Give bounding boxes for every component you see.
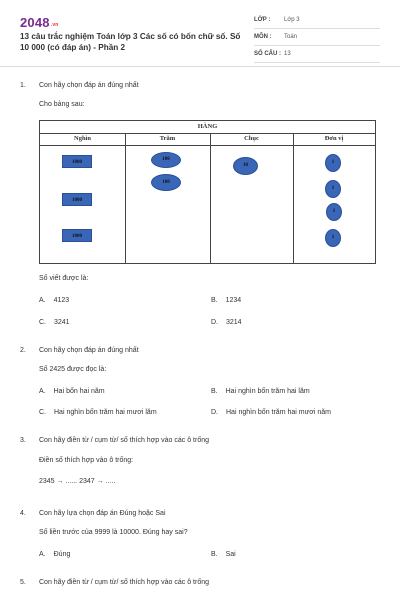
answer-option-a[interactable]: [39, 551, 70, 558]
option-text: Sai: [225, 551, 236, 558]
hundred-token: 100: [151, 152, 181, 168]
question-3-instruction: Điền số thích hợp vào ô trống:: [39, 457, 134, 464]
meta-value: Lớp 3: [284, 17, 300, 23]
column-header-thousands: Nghìn: [40, 133, 125, 146]
question-number: 4.: [20, 510, 26, 517]
hundred-token: 100: [151, 174, 181, 191]
site-logo[interactable]: [20, 15, 59, 30]
question-number: 3.: [20, 437, 26, 444]
option-letter: C.: [39, 409, 46, 416]
unit-token: 1: [325, 154, 341, 172]
header-divider: [0, 66, 400, 67]
meta-row-count: [254, 46, 380, 63]
option-letter: A.: [39, 551, 46, 558]
option-letter: A.: [39, 297, 46, 304]
answer-option-d[interactable]: [211, 319, 242, 326]
unit-token: 1: [325, 229, 341, 247]
question-1-text: Số viết được là:: [39, 275, 89, 282]
meta-value: 13: [284, 51, 291, 57]
ten-token: 10: [233, 157, 258, 175]
question-number: 1.: [20, 82, 26, 89]
answer-option-b[interactable]: [211, 388, 310, 395]
option-letter: B.: [211, 297, 218, 304]
option-text: 4123: [53, 297, 70, 304]
answer-option-c[interactable]: [39, 319, 70, 326]
option-letter: A.: [39, 388, 46, 395]
meta-row-subject: [254, 29, 380, 46]
unit-token: 1: [326, 203, 342, 221]
column-header-hundreds: Trăm: [125, 133, 210, 146]
answer-option-c[interactable]: [39, 409, 157, 416]
question-prompt: Con hãy chọn đáp án đúng nhất: [39, 347, 139, 354]
answer-option-b[interactable]: [211, 551, 236, 558]
meta-row-class: [254, 12, 380, 29]
column-divider: [293, 133, 294, 264]
question-2-text: Số 2425 được đọc là:: [39, 366, 107, 373]
question-4-text: Số liền trước của 9999 là 10000. Đúng hay sai?: [39, 529, 188, 536]
option-text: Hai nghìn bốn trăm hai mươi lăm: [54, 409, 157, 416]
question-prompt: Con hãy lựa chọn đáp án Đúng hoặc Sai: [39, 510, 166, 517]
column-header-units: Đơn vị: [293, 133, 375, 146]
option-text: Hai nghìn bốn trăm hai mươi năm: [226, 409, 331, 416]
question-number: 5.: [20, 579, 26, 586]
meta-key: MÔN :: [254, 34, 272, 40]
meta-key: LỚP :: [254, 17, 271, 23]
page-header: [0, 0, 400, 64]
option-text: 3214: [226, 319, 242, 326]
option-text: Hai nghìn bốn trăm hai lăm: [225, 388, 310, 395]
option-letter: D.: [211, 409, 218, 416]
question-3-sequence[interactable]: 2345 → ...... 2347 → .....: [39, 478, 116, 485]
table-title: HÀNG: [40, 121, 375, 134]
meta-value: Toán: [284, 34, 298, 40]
question-number: 2.: [20, 347, 26, 354]
thousand-block: 1000: [62, 155, 92, 168]
answer-option-b[interactable]: [211, 297, 241, 304]
option-text: 3241: [54, 319, 70, 326]
option-letter: B.: [211, 551, 218, 558]
column-header-tens: Chục: [210, 133, 293, 146]
place-value-table: [39, 120, 376, 264]
logo-text: 2048: [20, 15, 50, 30]
answer-option-a[interactable]: [39, 388, 105, 395]
option-text: Hai bốn hai năm: [53, 388, 105, 395]
column-divider: [210, 133, 211, 264]
thousand-block: 1000: [62, 229, 92, 242]
column-divider: [125, 133, 126, 264]
unit-token: 1: [325, 180, 341, 198]
option-letter: D.: [211, 319, 218, 326]
option-text: Đúng: [53, 551, 71, 558]
answer-option-d[interactable]: [211, 409, 331, 416]
option-letter: B.: [211, 388, 218, 395]
question-1-intro: Cho bảng sau:: [39, 101, 85, 108]
document-title: 13 câu trắc nghiệm Toán lớp 3 Các số có bốn chữ số. Số 10 000 (có đáp án) - Phần 2: [20, 32, 241, 52]
question-prompt: Con hãy chọn đáp án đúng nhất: [39, 82, 139, 89]
option-letter: C.: [39, 319, 46, 326]
meta-key: SỐ CÂU :: [254, 51, 281, 57]
thousand-block: 1000: [62, 193, 92, 206]
answer-option-a[interactable]: [39, 297, 69, 304]
question-prompt: Con hãy điền từ / cụm từ/ số thích hợp vào các ô trống: [39, 579, 209, 586]
document-meta: [254, 12, 380, 63]
question-prompt: Con hãy điền từ / cụm từ/ số thích hợp vào các ô trống: [39, 437, 209, 444]
logo-suffix: .vn: [50, 22, 59, 28]
option-text: 1234: [225, 297, 242, 304]
